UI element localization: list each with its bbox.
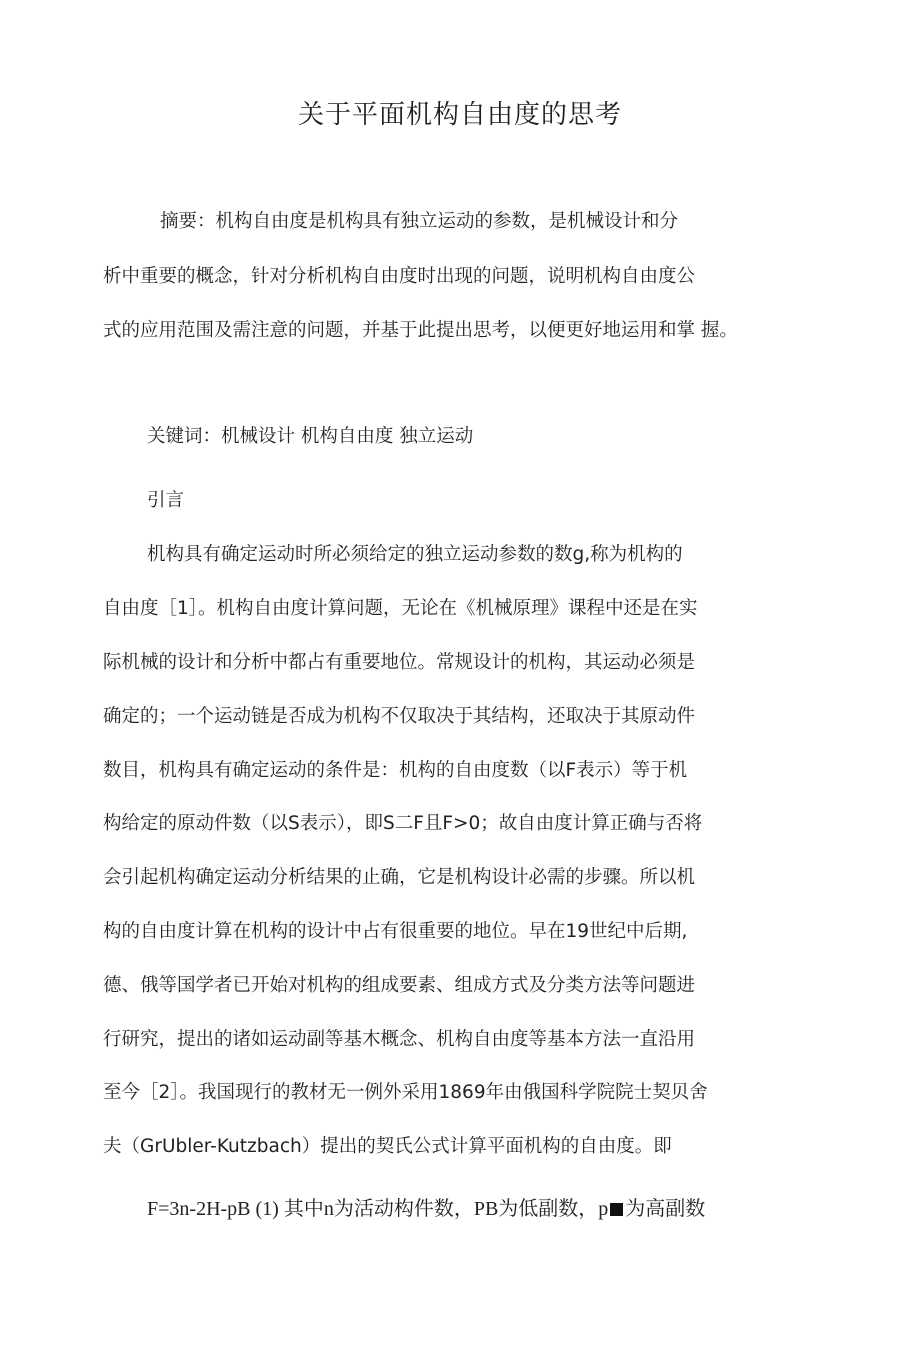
formula-line	[147, 1199, 705, 1219]
formula-text-tail: 为高副数	[625, 1198, 706, 1220]
body-line-5: 数目，机构具有确定运动的条件是：机构的自由度数（以F表示）等于机	[103, 760, 688, 781]
body-line-7: 会引起机构确定运动分析结果的止确，它是机构设计必需的步骤。所以机	[103, 867, 696, 888]
body-line-4: 确定的；一个运动链是否成为机构不仅取决于其结构，还取决于其原动件	[103, 706, 696, 727]
intro-heading: 引言	[147, 490, 185, 511]
body-line-12: 夫（GrUbler-Kutzbach）提出的契氏公式计算平面机构的自由度。即	[103, 1136, 672, 1157]
abstract-line-1: 摘要：机构自由度是机构具有独立运动的参数，是机械设计和分	[160, 211, 679, 232]
abstract-line-3: 式的应用范围及需注意的问题，并基于此提出思考，以便更好地运用和掌 握。	[103, 320, 738, 341]
body-line-8: 构的自由度计算在机构的设计中占有很重要的地位。早在19世纪中后期,	[103, 921, 688, 942]
body-line-3: 际机械的设计和分析中都占有重要地位。常规设计的机构，其运动必须是	[103, 652, 696, 673]
body-line-1: 机构具有确定运动时所必须给定的独立运动参数的数g,称为机构的	[147, 544, 683, 565]
body-line-9: 德、俄等国学者已开始对机构的组成要素、组成方式及分类方法等问题进	[103, 975, 696, 996]
document-title: 关于平面机构自由度的思考	[297, 100, 622, 130]
body-line-6: 构给定的原动件数（以S表示），即S二F且F>0；故自由度计算正确与否将	[103, 813, 703, 834]
keywords-line: 关键词：机械设计 机构自由度 独立运动	[147, 426, 474, 447]
body-line-11: 至今［2］。我国现行的教材无一例外采用1869年由俄国科学院院士契贝舍	[103, 1082, 708, 1103]
black-square-glyph	[610, 1203, 623, 1216]
body-line-10: 行研究，提出的诸如运动副等基木概念、机构自由度等基本方法一直沿用	[103, 1029, 696, 1050]
abstract-line-2: 析中重要的概念，针对分析机构自由度时出现的问题，说明机构自由度公	[103, 266, 696, 287]
body-line-2: 自由度［1］。机构自由度计算问题，无论在《机械原理》课程中还是在实	[103, 598, 698, 619]
formula-text: F=3n-2H-pB (1) 其中n为活动构件数，PB为低副数，p	[147, 1198, 609, 1220]
